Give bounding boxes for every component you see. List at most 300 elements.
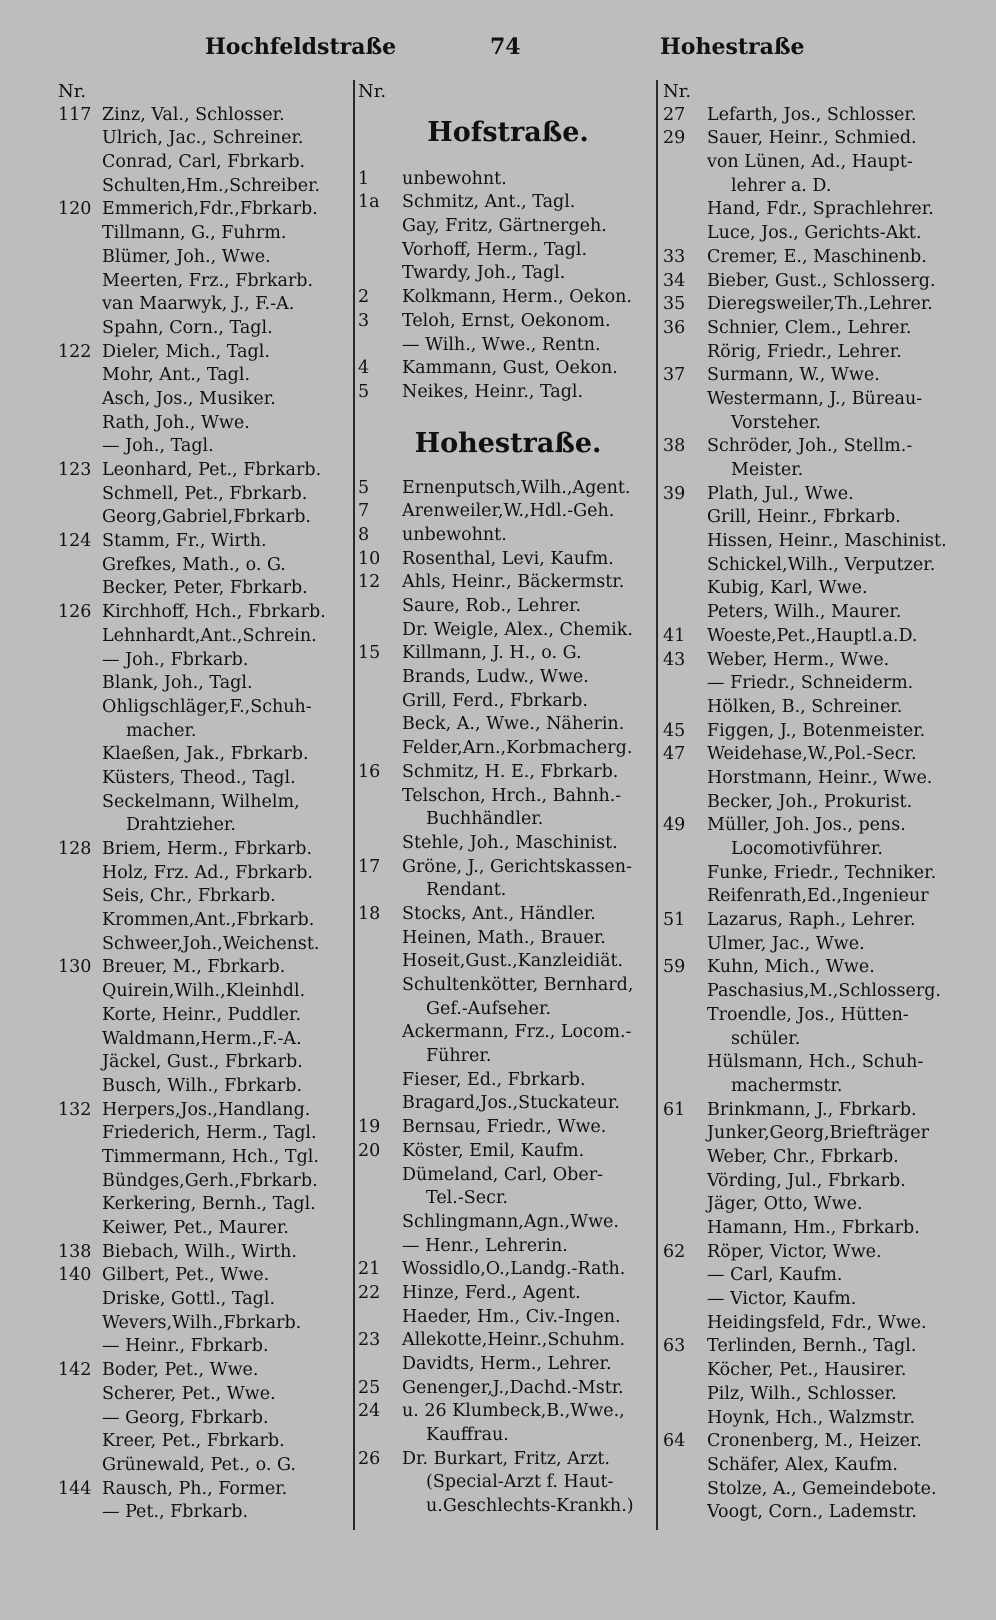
house-number: 2 <box>358 287 370 308</box>
house-number: 120 <box>58 199 92 220</box>
directory-entry <box>58 1170 350 1194</box>
house-number <box>58 672 102 696</box>
house-number <box>358 927 402 951</box>
resident-entry: Neikes, Heinr., Tagl. <box>402 381 584 402</box>
directory-entry <box>58 577 350 601</box>
house-number <box>663 1501 707 1525</box>
resident-entry: u.Geschlechts-Krankh.) <box>426 1496 634 1517</box>
directory-entry <box>58 933 350 957</box>
resident-entry: Müller, Joh. Jos., pens. <box>707 815 906 836</box>
house-number: 35 <box>663 294 686 315</box>
resident-entry: Hoynk, Hch., Walzmstr. <box>707 1407 916 1428</box>
directory-entry <box>663 1264 985 1288</box>
resident-entry: Grünewald, Pet., o. G. <box>102 1454 296 1475</box>
directory-entry <box>58 1430 350 1454</box>
resident-entry: Boder, Pet., Wwe. <box>102 1360 259 1381</box>
resident-entry: Gef.-Aufseher. <box>426 998 552 1019</box>
street-title-hofstrasse: Hofstraße. <box>427 116 589 148</box>
house-number: 34 <box>663 270 686 291</box>
resident-entry: Scherer, Pet., Wwe. <box>102 1383 276 1404</box>
house-number <box>58 506 102 530</box>
resident-entry: Surmann, W., Wwe. <box>707 365 880 386</box>
resident-entry: Grill, Heinr., Fbrkarb. <box>707 507 901 528</box>
house-number <box>663 767 707 791</box>
resident-entry: Vörding, Jul., Fbrkarb. <box>707 1170 906 1191</box>
resident-entry: Killmann, J. H., o. G. <box>402 643 582 664</box>
resident-entry: Busch, Wilh., Fbrkarb. <box>102 1075 303 1096</box>
resident-entry: Kammann, Gust, Oekon. <box>402 358 618 379</box>
resident-entry: Buchhändler. <box>426 809 544 830</box>
directory-entry <box>358 500 658 524</box>
directory-entry <box>358 1282 658 1306</box>
house-number: 37 <box>663 365 686 386</box>
directory-entry <box>358 191 658 215</box>
directory-entry <box>358 856 658 880</box>
directory-entry <box>358 286 658 310</box>
house-number <box>358 1069 402 1093</box>
house-number: 7 <box>358 501 370 522</box>
house-number <box>358 1235 402 1259</box>
house-number <box>663 412 707 436</box>
house-number: 27 <box>663 104 686 125</box>
resident-entry: machermstr. <box>731 1075 843 1096</box>
resident-entry: unbewohnt. <box>402 168 507 189</box>
directory-entry <box>58 1028 350 1052</box>
house-number <box>58 435 102 459</box>
directory-entry <box>663 104 985 128</box>
house-number <box>663 530 707 554</box>
house-number <box>58 814 102 838</box>
house-number: 10 <box>358 548 381 569</box>
resident-entry: Blank, Joh., Tagl. <box>102 673 253 694</box>
house-number <box>663 222 707 246</box>
directory-entry <box>358 477 658 501</box>
resident-entry: Rendant. <box>426 880 507 901</box>
house-number <box>358 1021 402 1045</box>
house-number <box>58 1335 102 1359</box>
house-number <box>663 1146 707 1170</box>
resident-entry: Woeste,Pet.,Hauptl.a.D. <box>707 625 918 646</box>
house-number: 122 <box>58 341 92 362</box>
resident-entry: Luce, Jos., Gerichts-Akt. <box>707 223 922 244</box>
house-number: 19 <box>358 1117 381 1138</box>
directory-entry <box>58 1288 350 1312</box>
house-number: 140 <box>58 1265 92 1286</box>
directory-entry <box>58 672 350 696</box>
resident-entry: schüler. <box>731 1028 801 1049</box>
house-number <box>358 1495 402 1519</box>
resident-entry: Schröder, Joh., Stellm.- <box>707 436 913 457</box>
house-number <box>358 1424 402 1448</box>
column-3-list <box>663 104 985 1525</box>
house-number <box>58 1407 102 1431</box>
house-number: 17 <box>358 856 381 877</box>
house-number: 20 <box>358 1140 381 1161</box>
house-number <box>58 720 102 744</box>
resident-entry: Gilbert, Pet., Wwe. <box>102 1265 270 1286</box>
resident-entry: Pilz, Wilh., Schlosser. <box>707 1383 897 1404</box>
resident-entry: Holz, Frz. Ad., Fbrkarb. <box>102 862 313 883</box>
resident-entry: (Special-Arzt f. Haut- <box>426 1472 614 1493</box>
directory-entry <box>663 1170 985 1194</box>
house-number: 45 <box>663 720 686 741</box>
house-number: 62 <box>663 1241 686 1262</box>
house-number <box>358 998 402 1022</box>
directory-entry <box>663 767 985 791</box>
directory-entry <box>58 388 350 412</box>
directory-entry <box>58 127 350 151</box>
house-number: 24 <box>358 1401 381 1422</box>
house-number: 36 <box>663 317 686 338</box>
house-number <box>58 1312 102 1336</box>
directory-entry <box>58 317 350 341</box>
directory-entry <box>358 215 658 239</box>
directory-entry <box>58 1075 350 1099</box>
house-number: 4 <box>358 358 370 379</box>
directory-entry <box>358 974 658 998</box>
directory-entry <box>663 1478 985 1502</box>
directory-entry <box>663 1217 985 1241</box>
resident-entry: Davidts, Herm., Lehrer. <box>402 1354 612 1374</box>
house-number <box>58 577 102 601</box>
directory-entry <box>58 364 350 388</box>
column-3 <box>663 80 985 1525</box>
resident-entry: Troendle, Jos., Hütten- <box>707 1004 909 1025</box>
resident-entry: Dr. Weigle, Alex., Chemik. <box>402 619 633 640</box>
resident-entry: Brands, Ludw., Wwe. <box>402 667 589 688</box>
directory-entry <box>663 1146 985 1170</box>
house-number <box>58 1501 102 1525</box>
resident-entry: Beck, A., Wwe., Näherin. <box>402 714 625 735</box>
house-number <box>58 293 102 317</box>
directory-entry <box>358 239 658 263</box>
resident-entry: Krommen,Ant.,Fbrkarb. <box>102 910 315 931</box>
resident-entry: Bündges,Gerh.,Fbrkarb. <box>102 1170 318 1191</box>
directory-entry <box>663 1075 985 1099</box>
directory-entry <box>358 879 658 903</box>
house-number: 18 <box>358 903 381 924</box>
directory-entry <box>358 1471 658 1495</box>
house-number: 59 <box>663 957 686 978</box>
resident-entry: Sauer, Heinr., Schmied. <box>707 128 917 149</box>
resident-entry: Funke, Friedr., Techniker. <box>707 862 937 883</box>
resident-entry: — Carl, Kaufm. <box>707 1265 843 1286</box>
resident-entry: Telschon, Hrch., Bahnh.- <box>402 785 622 806</box>
directory-entry <box>358 1140 658 1164</box>
directory-entry <box>58 720 350 744</box>
directory-entry <box>358 1116 658 1140</box>
resident-entry: Cremer, E., Maschinenb. <box>707 246 927 267</box>
directory-entry <box>58 1241 350 1265</box>
directory-entry <box>358 1306 658 1330</box>
house-number <box>358 1092 402 1116</box>
directory-entry <box>358 310 658 334</box>
directory-entry <box>358 998 658 1022</box>
house-number <box>58 412 102 436</box>
house-number: 49 <box>663 815 686 836</box>
directory-entry <box>58 862 350 886</box>
resident-entry: Schmitz, H. E., Fbrkarb. <box>402 761 619 782</box>
house-number <box>663 1359 707 1383</box>
resident-entry: u. 26 Klumbeck,B.,Wwe., <box>402 1401 625 1422</box>
directory-entry <box>663 649 985 673</box>
resident-entry: Vorsteher. <box>731 412 821 433</box>
house-number: 63 <box>663 1336 686 1357</box>
directory-entry <box>663 151 985 175</box>
directory-entry <box>358 1400 658 1424</box>
column-divider-1 <box>353 80 355 1530</box>
house-number <box>663 1051 707 1075</box>
directory-entry <box>663 1028 985 1052</box>
resident-entry: Terlinden, Bernh., Tagl. <box>707 1336 917 1357</box>
directory-entry <box>58 1478 350 1502</box>
house-number: 16 <box>358 761 381 782</box>
directory-entry <box>663 933 985 957</box>
resident-entry: macher. <box>126 720 197 741</box>
directory-entry <box>358 903 658 927</box>
directory-entry <box>663 1335 985 1359</box>
resident-entry: Schultenkötter, Bernhard, <box>402 975 634 995</box>
directory-entry <box>358 808 658 832</box>
resident-entry: Genenger,J.,Dachd.-Mstr. <box>402 1377 624 1398</box>
house-number <box>663 1454 707 1478</box>
house-number <box>663 1383 707 1407</box>
house-number <box>58 127 102 151</box>
house-number <box>663 862 707 886</box>
directory-entry <box>58 270 350 294</box>
resident-entry: Friederich, Herm., Tagl. <box>102 1123 317 1144</box>
resident-entry: Dieregsweiler,Th.,Lehrer. <box>707 294 933 315</box>
resident-entry: Stocks, Ant., Händler. <box>402 903 596 924</box>
directory-entry <box>58 980 350 1004</box>
house-number <box>58 1075 102 1099</box>
directory-entry <box>358 595 658 619</box>
house-number <box>58 270 102 294</box>
house-number: 23 <box>358 1330 381 1351</box>
directory-entry <box>663 412 985 436</box>
directory-entry <box>58 885 350 909</box>
directory-entry <box>58 175 350 199</box>
house-number: 138 <box>58 1241 92 1262</box>
house-number: 5 <box>358 477 370 498</box>
house-number: 123 <box>58 460 92 480</box>
directory-entry <box>663 127 985 151</box>
resident-entry: — Friedr., Schneiderm. <box>707 673 914 694</box>
resident-entry: Breuer, M., Fbrkarb. <box>102 957 286 978</box>
house-number: 64 <box>663 1431 686 1452</box>
resident-entry: Ohligschläger,F.,Schuh- <box>102 696 312 717</box>
directory-entry <box>663 459 985 483</box>
resident-entry: — Georg, Fbrkarb. <box>102 1407 269 1428</box>
house-number <box>663 554 707 578</box>
resident-entry: — Henr., Lehrerin. <box>402 1235 568 1256</box>
house-number <box>358 974 402 998</box>
resident-entry: Schäfer, Alex, Kaufm. <box>707 1454 898 1475</box>
resident-entry: Dr. Burkart, Fritz, Arzt. <box>402 1448 610 1469</box>
directory-entry <box>663 506 985 530</box>
column-2 <box>358 80 658 1519</box>
resident-entry: Seckelmann, Wilhelm, <box>102 791 300 812</box>
resident-entry: Ernenputsch,Wilh.,Agent. <box>402 477 631 498</box>
house-number <box>58 649 102 673</box>
directory-entry <box>358 927 658 951</box>
directory-entry <box>358 1448 658 1472</box>
house-number <box>358 1187 402 1211</box>
resident-entry: Becker, Joh., Prokurist. <box>707 791 913 812</box>
house-number <box>358 832 402 856</box>
directory-entry <box>58 293 350 317</box>
directory-entry <box>58 246 350 270</box>
resident-entry: Hinze, Ferd., Agent. <box>402 1282 581 1303</box>
resident-entry: Jäckel, Gust., Fbrkarb. <box>102 1052 303 1073</box>
directory-entry <box>358 1187 658 1211</box>
house-number <box>58 222 102 246</box>
directory-entry <box>358 168 658 192</box>
resident-entry: Köcher, Pet., Hausirer. <box>707 1360 907 1381</box>
column-1 <box>58 80 350 1525</box>
directory-entry <box>663 838 985 862</box>
house-number <box>663 1312 707 1336</box>
resident-entry: Junker,Georg,Briefträger <box>707 1123 929 1144</box>
column-2b-list <box>358 477 658 1519</box>
house-number <box>663 1075 707 1099</box>
directory-entry <box>58 1264 350 1288</box>
resident-entry: Fieser, Ed., Fbrkarb. <box>402 1069 586 1090</box>
house-number <box>58 696 102 720</box>
house-number: 25 <box>358 1377 381 1398</box>
house-number <box>58 554 102 578</box>
directory-entry <box>58 1359 350 1383</box>
directory-entry <box>58 791 350 815</box>
directory-entry <box>663 791 985 815</box>
house-number <box>58 885 102 909</box>
resident-entry: Hülsmann, Hch., Schuh- <box>707 1052 924 1073</box>
house-number <box>58 767 102 791</box>
directory-entry <box>663 1122 985 1146</box>
house-number <box>663 1028 707 1052</box>
house-number <box>663 1217 707 1241</box>
directory-entry <box>663 1430 985 1454</box>
directory-entry <box>663 814 985 838</box>
resident-entry: Plath, Jul., Wwe. <box>707 483 854 504</box>
directory-entry <box>358 642 658 666</box>
resident-entry: Kolkmann, Herm., Oekon. <box>402 287 632 308</box>
house-number <box>58 1217 102 1241</box>
directory-entry <box>58 1312 350 1336</box>
house-number: 1 <box>358 168 370 189</box>
resident-entry: Grill, Ferd., Fbrkarb. <box>402 690 588 711</box>
resident-entry: Schickel,Wilh., Verputzer. <box>707 554 936 575</box>
directory-entry <box>58 435 350 459</box>
house-number <box>358 785 402 809</box>
house-number <box>358 1164 402 1188</box>
house-number <box>663 601 707 625</box>
house-number <box>663 1004 707 1028</box>
directory-entry <box>58 838 350 862</box>
resident-entry: Hoseit,Gust.,Kanzleidiät. <box>402 951 624 972</box>
resident-entry: Vorhoff, Herm., Tagl. <box>402 239 588 260</box>
house-number <box>58 1122 102 1146</box>
directory-entry <box>663 175 985 199</box>
resident-entry: Ahls, Heinr., Bäckermstr. <box>402 572 625 593</box>
resident-entry: Westermann, J., Büreau- <box>707 388 923 409</box>
resident-entry: Becker, Peter, Fbrkarb. <box>102 578 308 599</box>
resident-entry: Bragard,Jos.,Stuckateur. <box>402 1093 620 1114</box>
resident-entry: Hissen, Heinr., Maschinist. <box>707 531 947 552</box>
house-number <box>663 198 707 222</box>
directory-entry <box>663 1383 985 1407</box>
resident-entry: Kauffrau. <box>426 1425 509 1446</box>
house-number: 126 <box>58 602 92 623</box>
resident-entry: Blümer, Joh., Wwe. <box>102 246 271 267</box>
house-number <box>58 175 102 199</box>
directory-entry <box>58 1335 350 1359</box>
directory-entry <box>663 198 985 222</box>
house-number <box>663 577 707 601</box>
resident-entry: unbewohnt. <box>402 524 507 545</box>
resident-entry: Hand, Fdr., Sprachlehrer. <box>707 199 934 220</box>
directory-entry <box>358 1235 658 1259</box>
column-1-list <box>58 104 350 1525</box>
house-number <box>58 1170 102 1194</box>
directory-entry <box>358 262 658 286</box>
resident-entry: — Joh., Tagl. <box>102 436 214 457</box>
house-number <box>58 625 102 649</box>
house-number: 41 <box>663 625 686 646</box>
house-number <box>663 341 707 365</box>
house-number <box>358 1045 402 1069</box>
house-number <box>58 483 102 507</box>
resident-entry: Grefkes, Math., o. G. <box>102 554 286 575</box>
directory-entry <box>663 270 985 294</box>
resident-entry: Stolze, A., Gemeindebote. <box>707 1478 937 1499</box>
resident-entry: Rath, Joh., Wwe. <box>102 412 250 433</box>
directory-entry <box>58 530 350 554</box>
resident-entry: Weber, Herm., Wwe. <box>707 649 890 670</box>
directory-entry <box>58 506 350 530</box>
house-number <box>58 909 102 933</box>
resident-entry: Heidingsfeld, Fdr., Wwe. <box>707 1312 927 1333</box>
resident-entry: lehrer a. D. <box>731 175 832 196</box>
directory-entry <box>663 293 985 317</box>
directory-entry <box>58 649 350 673</box>
house-number <box>663 885 707 909</box>
resident-entry: Twardy, Joh., Tagl. <box>402 263 566 284</box>
resident-entry: Schmitz, Ant., Tagl. <box>402 192 576 213</box>
directory-entry <box>358 357 658 381</box>
resident-entry: — Victor, Kaufm. <box>707 1289 857 1310</box>
directory-entry <box>358 690 658 714</box>
resident-entry: Gröne, J., Gerichtskassen- <box>402 856 632 877</box>
directory-entry <box>358 1329 658 1353</box>
house-number <box>358 619 402 643</box>
house-number <box>58 1288 102 1312</box>
house-number <box>663 388 707 412</box>
directory-entry <box>58 696 350 720</box>
house-number <box>358 950 402 974</box>
house-number <box>58 1028 102 1052</box>
running-head-right: Hohestraße <box>660 34 805 60</box>
house-number <box>663 1193 707 1217</box>
directory-entry <box>663 364 985 388</box>
house-number: 39 <box>663 483 686 504</box>
house-number: 5 <box>358 381 370 402</box>
house-number <box>358 262 402 286</box>
resident-entry: — Wilh., Wwe., Rentn. <box>402 334 601 355</box>
house-number <box>58 388 102 412</box>
directory-entry <box>663 1099 985 1123</box>
directory-entry <box>663 1407 985 1431</box>
